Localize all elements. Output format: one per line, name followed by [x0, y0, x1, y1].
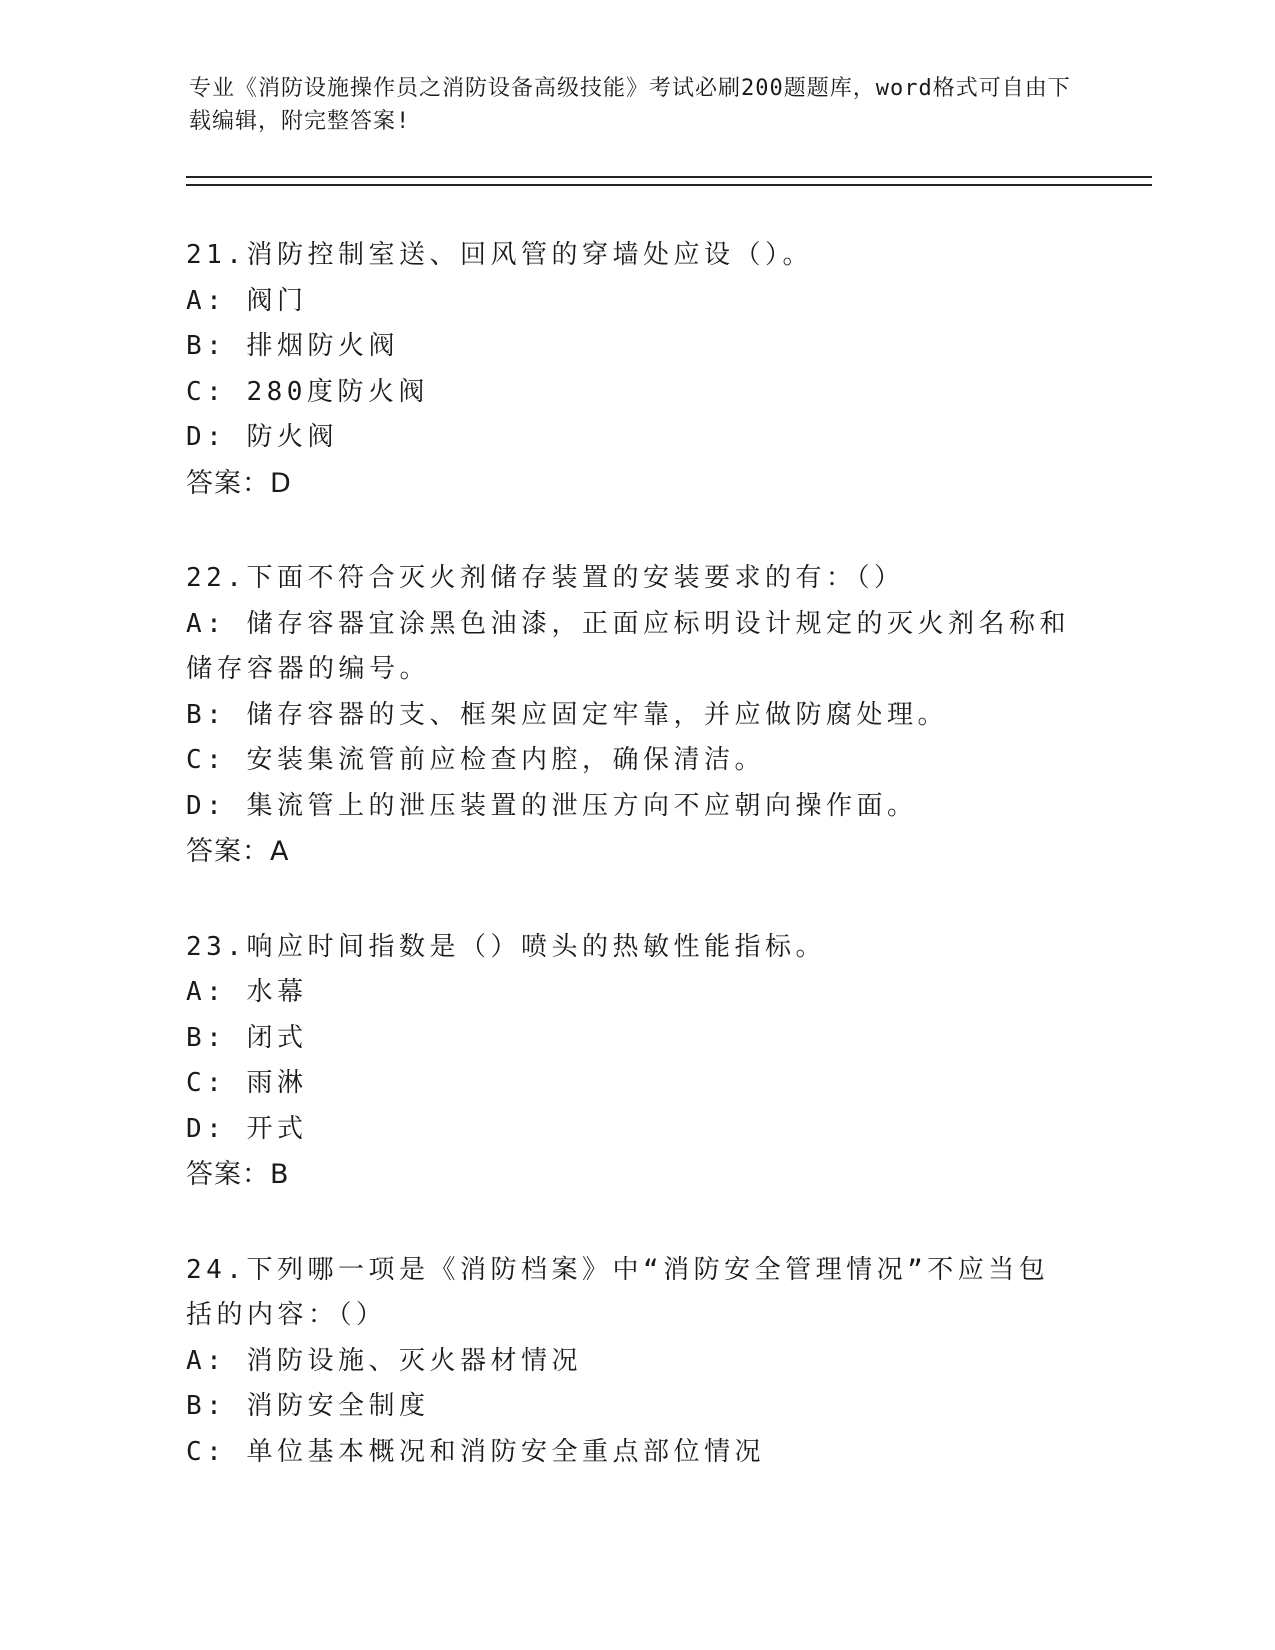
option-b: B: 消防安全制度: [186, 1391, 430, 1421]
question-21: [186, 233, 1086, 506]
option-b: B: 储存容器的支、框架应固定牢靠，并应做防腐处理。: [186, 699, 948, 730]
answer: 答案：D: [186, 467, 292, 499]
answer: 答案：A: [186, 836, 290, 867]
option-a: A: 消防设施、灭火器材情况: [186, 1345, 582, 1376]
document-header: 专业《消防设施操作员之消防设备高级技能》考试必刷200题题库，word格式可自由下载编辑，附完整答案!: [189, 76, 1071, 134]
option-a: A: 阀门: [186, 285, 308, 316]
question-22: [186, 556, 1086, 875]
option-d: D: 开式: [186, 1113, 308, 1144]
option-c: C: 安装集流管前应检查内腔，确保清洁。: [186, 745, 765, 775]
option-c: C: 280度防火阀: [186, 376, 429, 407]
option-c: C: 单位基本概况和消防安全重点部位情况: [186, 1436, 765, 1467]
question-stem: 24.下列哪一项是《消防档案》中“消防安全管理情况”不应当包括的内容：（）: [186, 1254, 1050, 1330]
header-divider: [186, 176, 1152, 186]
option-d: D: 集流管上的泄压装置的泄压方向不应朝向操作面。: [186, 790, 918, 821]
question-list: [186, 233, 1086, 1525]
question-stem: 23.响应时间指数是（）喷头的热敏性能指标。: [186, 931, 826, 962]
option-a: A: 储存容器宜涂黑色油漆，正面应标明设计规定的灭火剂名称和储存容器的编号。: [186, 608, 1070, 684]
option-b: B: 闭式: [186, 1022, 308, 1053]
option-a: A: 水幕: [186, 977, 308, 1007]
option-c: C: 雨淋: [186, 1068, 308, 1098]
question-stem: 21.消防控制室送、回风管的穿墙处应设（）。: [186, 240, 813, 270]
answer: 答案：B: [186, 1159, 290, 1190]
option-b: B: 排烟防火阀: [186, 331, 399, 361]
question-23: [186, 925, 1086, 1198]
question-stem: 22.下面不符合灭火剂储存装置的安装要求的有：（）: [186, 563, 905, 593]
option-d: D: 防火阀: [186, 422, 338, 452]
question-24: [186, 1248, 1086, 1476]
